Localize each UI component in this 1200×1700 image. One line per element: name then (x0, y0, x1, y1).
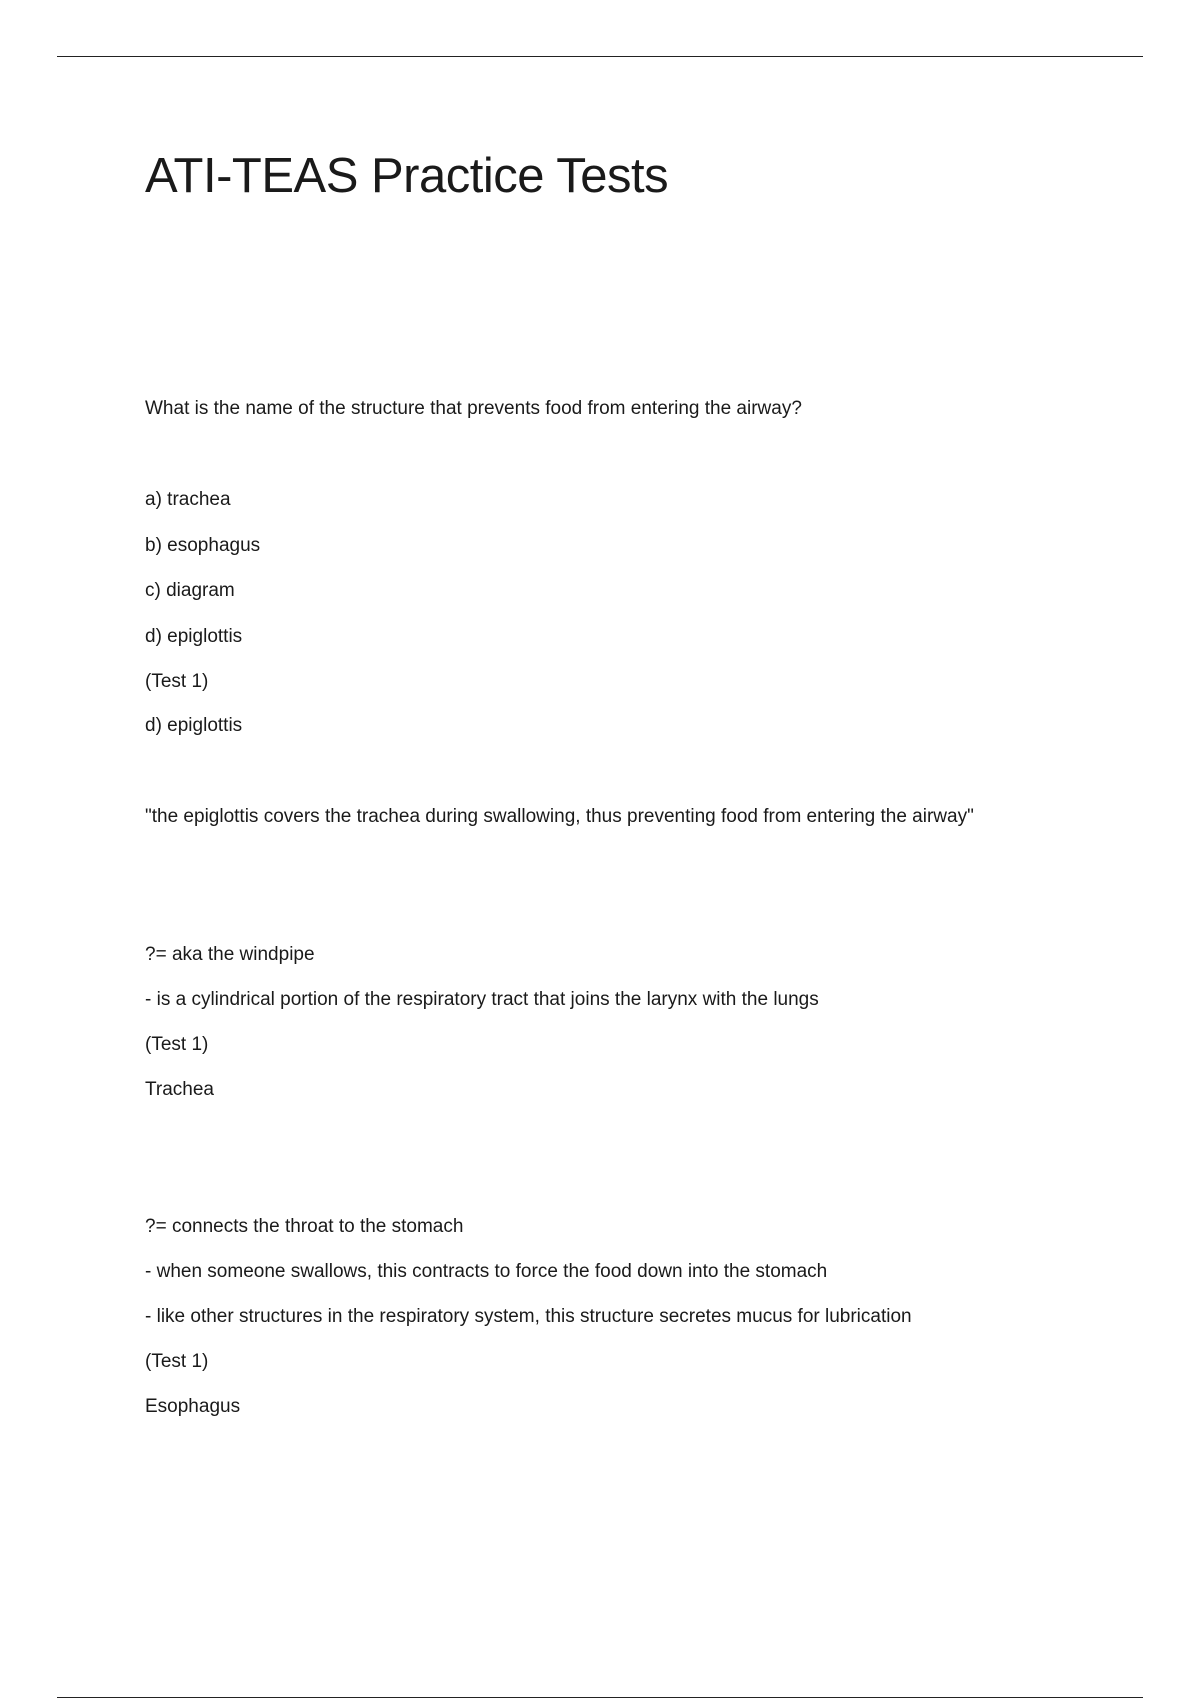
question-source: (Test 1) (145, 1351, 209, 1372)
answer-option-b: b) esophagus (145, 535, 261, 556)
question-answer: d) epiglottis (145, 715, 243, 736)
question-clue: ?= connects the throat to the stomach (145, 1216, 464, 1237)
top-rule (57, 56, 1143, 57)
question-clue: - when someone swallows, this contracts to force the food down into the stomach (145, 1261, 828, 1282)
question-prompt: What is the name of the structure that prevents food from entering the airway? (145, 398, 802, 419)
answer-option-d: d) epiglottis (145, 626, 243, 647)
question-clue: ?= aka the windpipe (145, 944, 315, 965)
question-explanation: "the epiglottis covers the trachea during swallowing, thus preventing food from entering the airway" (145, 806, 974, 827)
question-clue: - is a cylindrical portion of the respiratory tract that joins the larynx with the lungs (145, 989, 819, 1010)
question-answer: Esophagus (145, 1396, 241, 1417)
question-source: (Test 1) (145, 671, 209, 692)
bottom-rule (57, 1697, 1143, 1698)
question-source: (Test 1) (145, 1034, 209, 1055)
answer-option-a: a) trachea (145, 489, 231, 510)
answer-option-c: c) diagram (145, 580, 235, 601)
question-answer: Trachea (145, 1079, 214, 1100)
question-clue: - like other structures in the respiratory system, this structure secretes mucus for lubrication (145, 1306, 912, 1327)
page-title: ATI-TEAS Practice Tests (145, 149, 669, 203)
